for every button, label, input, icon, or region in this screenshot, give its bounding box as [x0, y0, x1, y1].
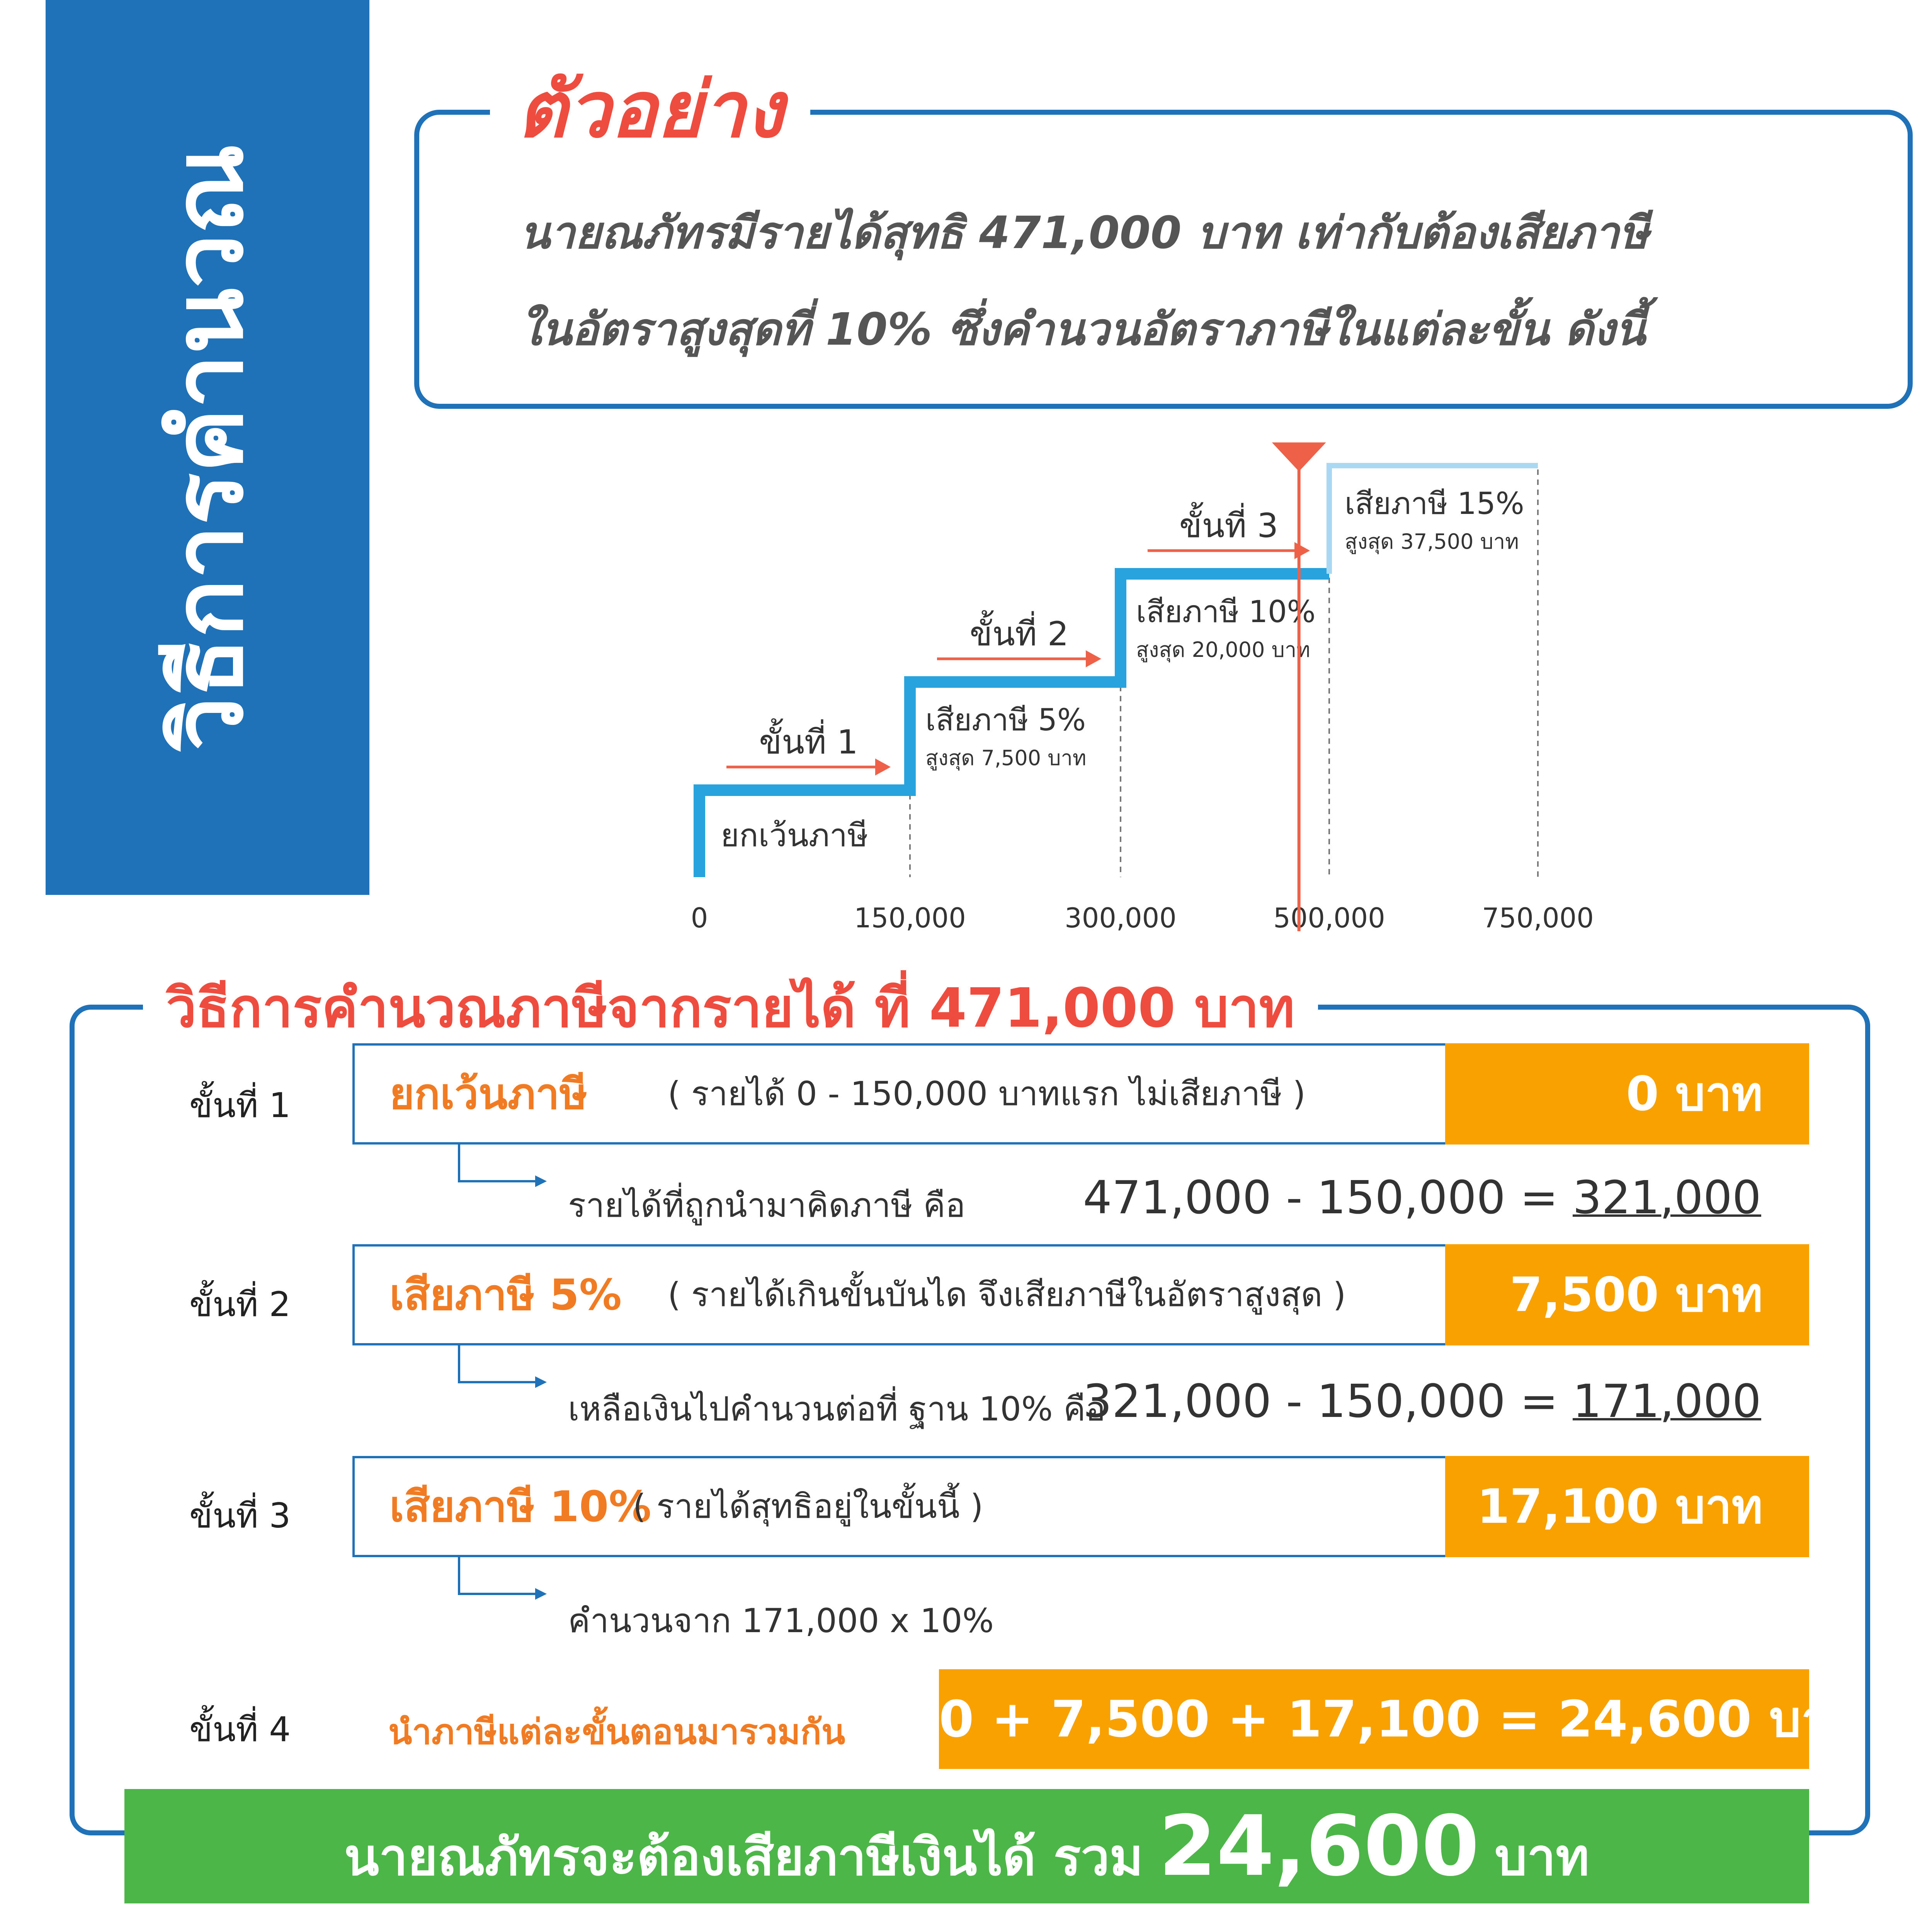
step4-sum-box: 0 + 7,500 + 17,100 = 24,600 บาท: [939, 1669, 1809, 1769]
step-arrow-head-2: [1086, 650, 1101, 667]
step-max-label-3: สูงสุด 20,000 บาท: [1136, 638, 1310, 662]
step-box-2: [352, 1244, 1809, 1345]
step-arrow-label-3: ขั้นที่ 3: [1179, 507, 1279, 545]
step-arrow-head-3: [1294, 542, 1310, 559]
step-rate-label-2: เสียภาษี 5%: [925, 703, 1086, 738]
connector-arrow-icon: [458, 1145, 547, 1206]
x-tick-label-2: 300,000: [1065, 902, 1177, 934]
result-bar: [124, 1789, 1809, 1903]
step-desc-2: ( รายได้เกินขั้นบันได จึงเสียภาษีในอัตราสูงสุด ): [668, 1276, 1346, 1314]
step-sub-label-2: เหลือเงินไปคำนวนต่อที่ ฐาน 10% คือ: [568, 1390, 1106, 1429]
step-sub-formula-1-expr: 471,000 - 150,000 =: [1083, 1171, 1573, 1224]
example-title: ตัวอย่าง: [490, 62, 810, 158]
step-name-3: เสียภาษี 10%: [389, 1482, 651, 1531]
step-sub-formula-1-result: 321,000: [1573, 1171, 1761, 1224]
x-tick-label-1: 150,000: [854, 902, 966, 934]
step-label-2: ขั้นที่ 2: [189, 1284, 291, 1324]
step-label-1: ขั้นที่ 1: [189, 1085, 291, 1125]
income-marker-head: [1272, 442, 1326, 471]
step-sub-formula-2-expr: 321,000 - 150,000 =: [1083, 1374, 1573, 1428]
step-rate-label-3: เสียภาษี 10%: [1136, 595, 1316, 629]
step-max-label-2: สูงสุด 7,500 บาท: [925, 746, 1087, 770]
x-tick-label-0: 0: [690, 902, 708, 934]
result-amount: 24,600: [1158, 1798, 1480, 1895]
step-sub-formula-2: [1083, 1374, 1761, 1428]
step-name-2: เสียภาษี 5%: [389, 1270, 622, 1320]
step-sub-formula-1: [1083, 1171, 1761, 1224]
step-sub-label-3: คำนวนจาก 171,000 x 10%: [568, 1602, 994, 1640]
step-box-1: [352, 1043, 1809, 1145]
x-tick-label-4: 750,000: [1482, 902, 1594, 934]
step-label-3: ขั้นที่ 3: [189, 1496, 291, 1536]
step-desc-3: ( รายได้สุทธิอยู่ในขั้นนี้ ): [633, 1487, 983, 1526]
step-amount-3: 17,100 บาท: [1445, 1456, 1809, 1557]
calculation-title: วิธีการคำนวณภาษีจากรายได้ ที่ 471,000 บาท: [143, 970, 1318, 1047]
step-rate-label-4: เสียภาษี 15%: [1345, 486, 1524, 521]
connector-arrow-icon: [458, 1557, 547, 1619]
step-max-label-4: สูงสุด 37,500 บาท: [1345, 529, 1519, 554]
step-name-1: ยกเว้นภาษี: [389, 1069, 588, 1119]
step-arrow-label-1: ขั้นที่ 1: [759, 723, 858, 762]
side-title: วิธีการคำนวณ: [151, 144, 264, 751]
step-box-3: [352, 1456, 1809, 1557]
step-label-4: ขั้นที่ 4: [189, 1709, 291, 1749]
step-desc-1: ( รายได้ 0 - 150,000 บาทแรก ไม่เสียภาษี ): [668, 1075, 1306, 1113]
tax-step-chart: [657, 425, 1662, 966]
connector-arrow-icon: [458, 1345, 547, 1407]
step-sub-formula-2-result: 171,000: [1573, 1374, 1761, 1428]
step-amount-2: 7,500 บาท: [1445, 1244, 1809, 1345]
side-banner: [46, 0, 369, 895]
example-text-line-1: นายณภัทรมีรายได้สุทธิ 471,000 บาท เท่ากับต้องเสียภาษี: [520, 207, 1649, 259]
result-prefix: นายณภัทรจะต้องเสียภาษีเงินได้ รวม: [344, 1828, 1143, 1887]
step-arrow-label-2: ขั้นที่ 2: [969, 615, 1069, 653]
step-amount-1: 0 บาท: [1445, 1043, 1809, 1145]
result-unit: บาท: [1495, 1828, 1590, 1887]
x-tick-label-3: 500,000: [1273, 902, 1385, 934]
step-sub-label-1: รายได้ที่ถูกนำมาคิดภาษี คือ: [568, 1186, 966, 1225]
step4-text: นำภาษีแต่ละขั้นตอนมารวมกัน: [388, 1712, 845, 1752]
example-text-line-2: ในอัตราสูงสุดที่ 10% ซึ่งคำนวนอัตราภาษีในแต่ละขั้น ดังนี้: [520, 304, 1646, 355]
step-rate-label-1: ยกเว้นภาษี: [721, 817, 868, 854]
step-arrow-head-1: [875, 759, 891, 776]
